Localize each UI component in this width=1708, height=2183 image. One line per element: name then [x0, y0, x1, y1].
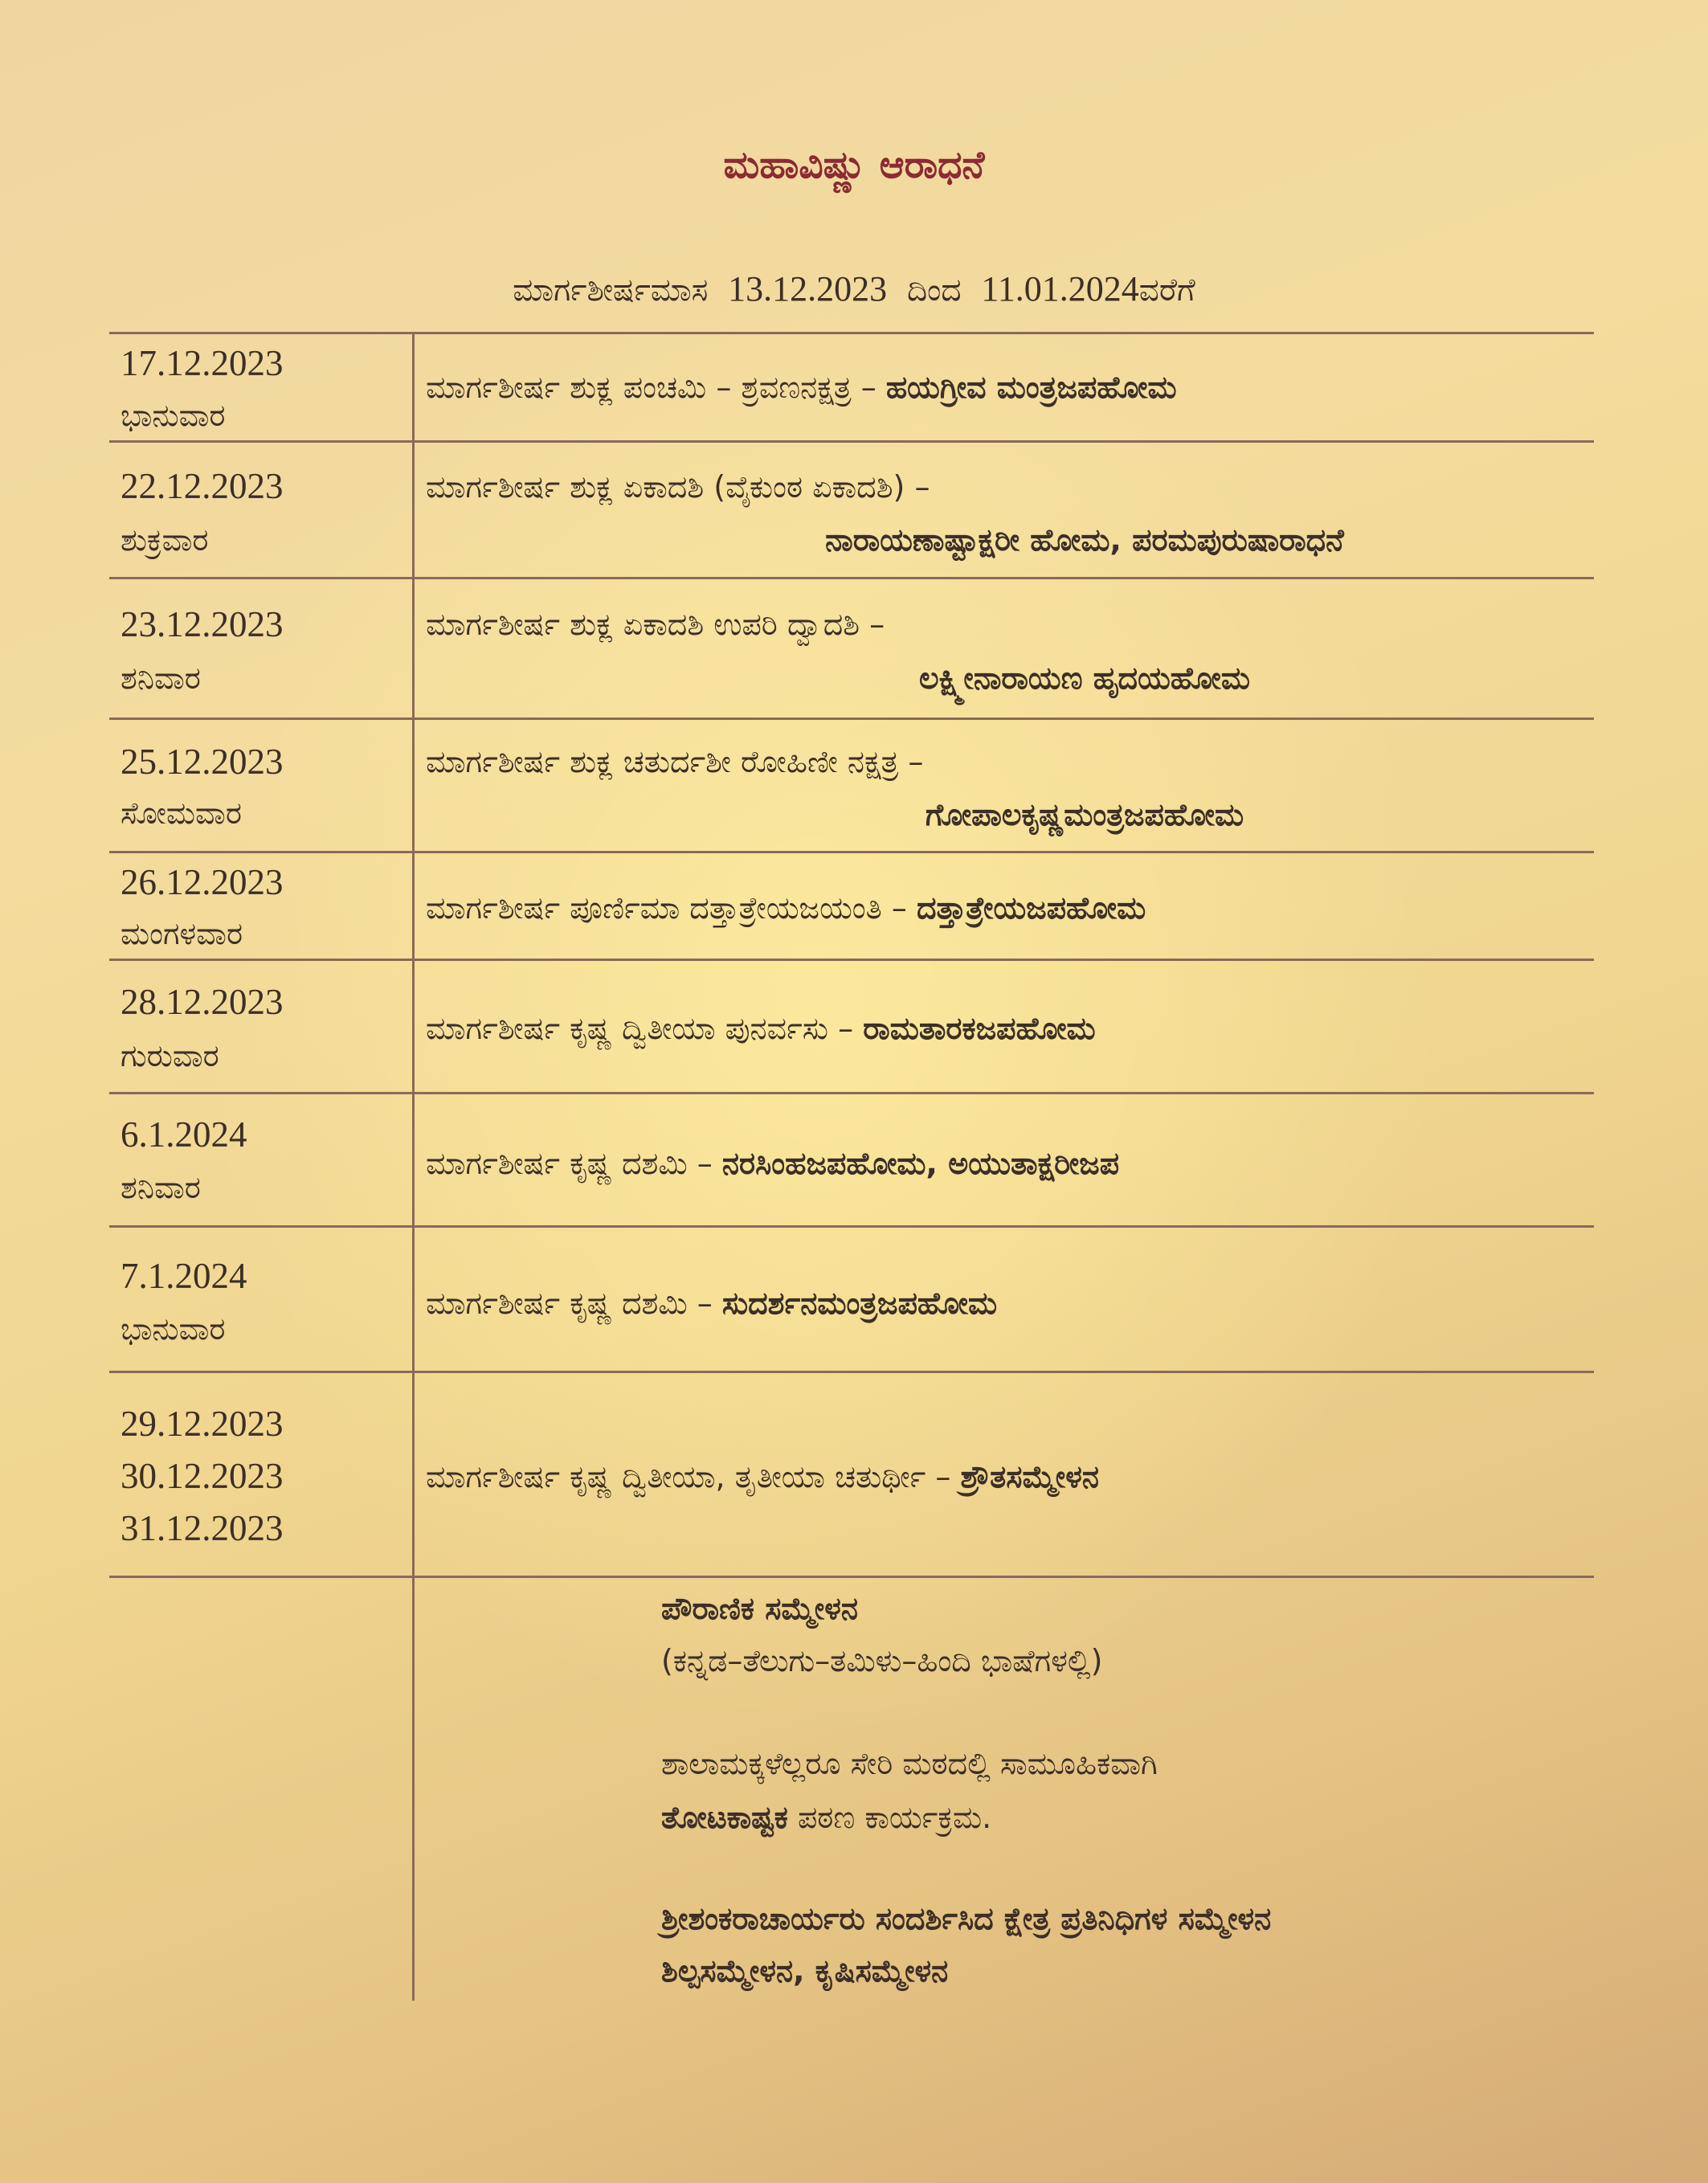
ritual-name: ನಾರಾಯಣಾಷ್ಟಾಕ್ಷರೀ ಹೋಮ, ಪರಮಪುರುಷಾರಾಧನೆ: [825, 522, 1344, 558]
table-rule: [109, 1092, 1594, 1094]
table-rule: [109, 1225, 1594, 1228]
row-description: [426, 362, 1583, 413]
ritual-detail: ಮಾರ್ಗಶೀರ್ಷ ಕೃಷ್ಣ ದ್ವಿತೀಯಾ, ತೃತೀಯಾ ಚತುರ್ಥೀ –: [426, 1459, 951, 1494]
row-date: 30.12.2023: [121, 1456, 284, 1496]
row-description: [426, 882, 1583, 934]
table-rule: [109, 440, 1594, 443]
date-range-subtitle: [0, 268, 1708, 309]
row-description: [426, 1451, 1583, 1502]
ritual-name: ಶ್ರೌತಸಮ್ಮೇಳನ: [960, 1459, 1099, 1494]
row-day: ಶುಕ್ರವಾರ: [121, 522, 209, 558]
row-date: 22.12.2023: [121, 466, 284, 506]
note-school-children: ಶಾಲಾಮಕ್ಕಳೆಲ್ಲರೂ ಸೇರಿ ಮಠದಲ್ಲಿ ಸಾಮೂಹಿಕವಾಗಿ: [661, 1746, 1158, 1781]
row-description: [426, 1003, 1583, 1054]
until-word: ವರೆಗೆ: [1138, 272, 1195, 309]
table-rule: [109, 1371, 1594, 1373]
note-puranika: ಪೌರಾಣಿಕ ಸಮ್ಮೇಳನ: [661, 1591, 858, 1626]
table-rule: [109, 717, 1594, 720]
row-day: ಮಂಗಳವಾರ: [121, 916, 243, 951]
from-word: ದಿಂದ: [906, 272, 962, 309]
column-divider: [412, 332, 415, 2001]
ritual-name: ರಾಮತಾರಕಜಪಹೋಮ: [863, 1011, 1096, 1046]
note-totakashtaka-rest: ಪಠಣ ಕಾರ್ಯಕ್ರಮ.: [797, 1800, 992, 1835]
row-day: ಭಾನುವಾರ: [121, 1311, 226, 1347]
table-rule: [109, 332, 1594, 334]
row-date: 17.12.2023: [121, 343, 284, 383]
row-day: ಶನಿವಾರ: [121, 1170, 201, 1205]
page-title: ಮಹಾವಿಷ್ಣು ಆರಾಧನೆ: [723, 143, 985, 187]
row-description: ಮಾರ್ಗಶೀರ್ಷ ಶುಕ್ಲ ಏಕಾದಶಿ (ವೈಕುಂಠ ಏಕಾದಶಿ) –: [426, 469, 930, 505]
row-date: 31.12.2023: [121, 1508, 284, 1548]
ritual-detail: ಮಾರ್ಗಶೀರ್ಷ ಕೃಷ್ಣ ದಶಮಿ –: [426, 1146, 713, 1181]
row-date: 26.12.2023: [121, 862, 284, 902]
row-date: 7.1.2024: [121, 1256, 247, 1296]
start-date: 13.12.2023: [728, 269, 888, 309]
ritual-name: ಸುದರ್ಶನಮಂತ್ರಜಪಹೋಮ: [721, 1286, 998, 1321]
row-description: [426, 1138, 1583, 1189]
ritual-name: ಗೋಪಾಲಕೃಷ್ಣಮಂತ್ರಜಪಹೋಮ: [925, 797, 1244, 832]
row-date: 6.1.2024: [121, 1114, 247, 1155]
note-kshetra: ಶ್ರೀಶಂಕರಾಚಾರ್ಯರು ಸಂದರ್ಶಿಸಿದ ಕ್ಷೇತ್ರ ಪ್ರತಿನಿಧಿಗಳ ಸಮ್ಮೇಳನ: [661, 1901, 1272, 1936]
row-day: ಸೋಮವಾರ: [121, 795, 242, 831]
row-day: ಭಾನುವಾರ: [121, 398, 226, 433]
month-name: ಮಾರ್ಗಶೀರ್ಷಮಾಸ: [513, 272, 709, 309]
row-date: 29.12.2023: [121, 1404, 284, 1444]
ritual-detail: ಮಾರ್ಗಶೀರ್ಷ ಕೃಷ್ಣ ದ್ವಿತೀಯಾ ಪುನರ್ವಸು –: [426, 1011, 854, 1046]
table-rule: [109, 577, 1594, 579]
note-languages: (ಕನ್ನಡ–ತೆಲುಗು–ತಮಿಳು–ಹಿಂದಿ ಭಾಷೆಗಳಲ್ಲಿ): [661, 1643, 1103, 1678]
row-description: [426, 1278, 1583, 1329]
row-day: ಶನಿವಾರ: [121, 660, 201, 696]
ritual-detail: ಮಾರ್ಗಶೀರ್ಷ ಶುಕ್ಲ ಪಂಚಮಿ – ಶ್ರವಣನಕ್ಷತ್ರ –: [426, 370, 876, 405]
ritual-name: ಹಯಗ್ರೀವ ಮಂತ್ರಜಪಹೋಮ: [885, 370, 1177, 405]
ritual-name: ನರಸಿಂಹಜಪಹೋಮ, ಅಯುತಾಕ್ಷರೀಜಪ: [721, 1146, 1120, 1181]
row-description: ಮಾರ್ಗಶೀರ್ಷ ಶುಕ್ಲ ಚತುರ್ದಶೀ ರೋಹಿಣೀ ನಕ್ಷತ್ರ –: [426, 744, 924, 779]
ritual-detail: ಮಾರ್ಗಶೀರ್ಷ ಪೂರ್ಣಿಮಾ ದತ್ತಾತ್ರೇಯಜಯಂತಿ –: [426, 890, 907, 926]
row-date: 25.12.2023: [121, 742, 284, 782]
row-description: ಮಾರ್ಗಶೀರ್ಷ ಶುಕ್ಲ ಏಕಾದಶಿ ಉಪರಿ ದ್ವಾದಶಿ –: [426, 607, 885, 642]
ritual-name: ದತ್ತಾತ್ರೇಯಜಪಹೋಮ: [916, 890, 1146, 926]
ritual-name: ಲಕ್ಷ್ಮೀನಾರಾಯಣ ಹೃದಯಹೋಮ: [919, 660, 1250, 696]
table-rule: [109, 959, 1594, 961]
ritual-detail: ಮಾರ್ಗಶೀರ್ಷ ಕೃಷ್ಣ ದಶಮಿ –: [426, 1286, 713, 1321]
table-rule: [109, 851, 1594, 853]
row-day: ಗುರುವಾರ: [121, 1038, 219, 1073]
table-rule: [109, 1576, 1594, 1578]
note-shilpa-krishi: ಶಿಲ್ಪಸಮ್ಮೇಳನ, ಕೃಷಿಸಮ್ಮೇಳನ: [661, 1953, 949, 1989]
note-totakashtaka-bold: ತೋಟಕಾಷ್ಟಕ: [661, 1800, 788, 1835]
end-date: 11.01.2024: [981, 269, 1139, 309]
row-date: 23.12.2023: [121, 604, 284, 644]
row-date: 28.12.2023: [121, 982, 284, 1022]
note-totakashtaka: [661, 1792, 991, 1843]
